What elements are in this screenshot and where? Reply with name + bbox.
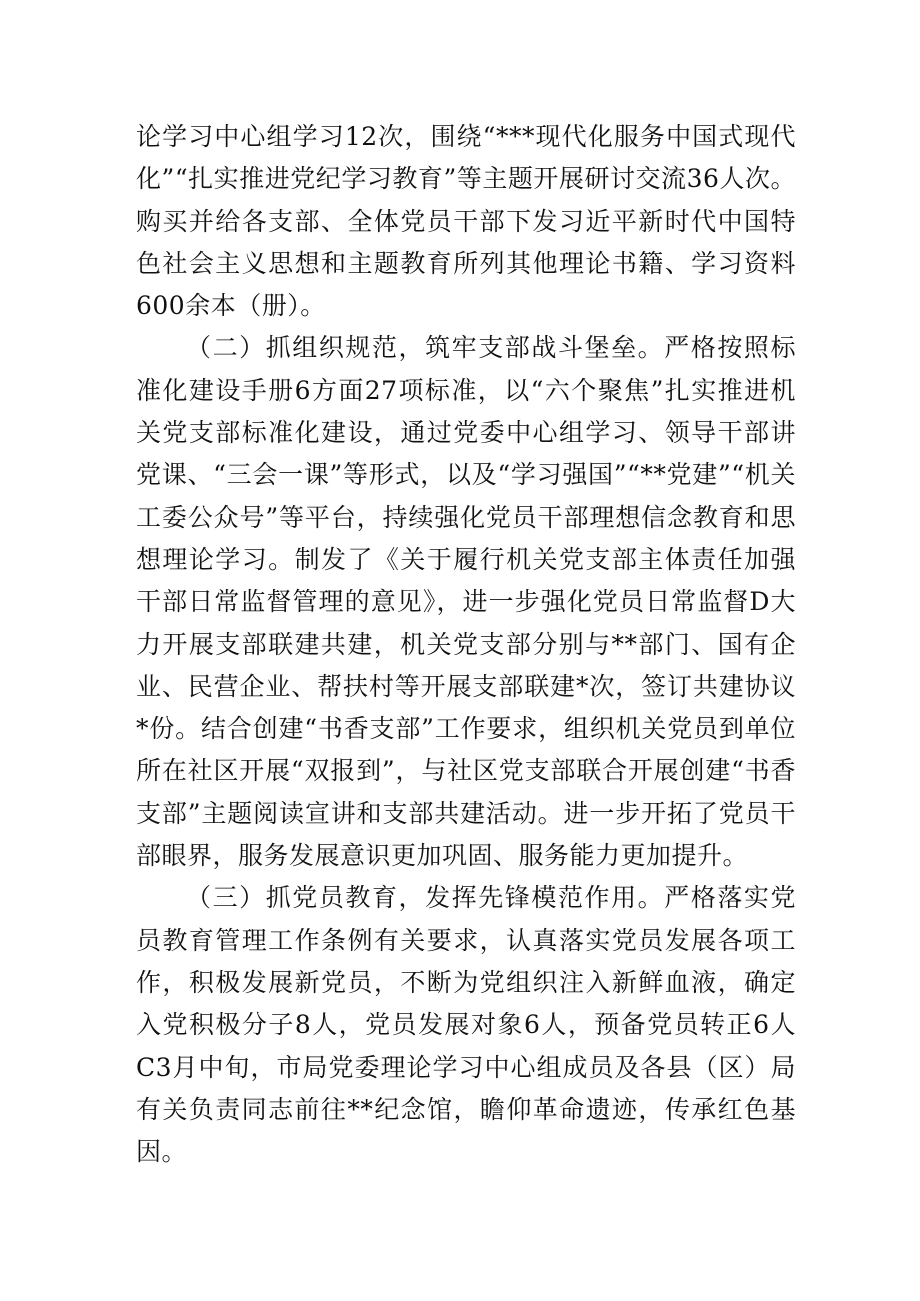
document-body — [136, 116, 796, 1173]
paragraph-section-2: （二）抓组织规范，筑牢支部战斗堡垒。严格按照标准化建设手册6方面27项标准，以“六个聚焦”扎实推进机关党支部标准化建设，通过党委中心组学习、领导干部讲党课、“三会一课”等形式，以及“学习强国”“**党建”“机关工委公众号”等平台，持续强化党员干部理想信念教育和思想理论学习。制发了《关于履行机关党支部主体责任加强干部日常监督管理的意见》，进一步强化党员日常监督D大力开展支部联建共建，机关党支部分别与**部门、国有企业、民营企业、帮扶村等开展支部联建*次，签订共建协议*份。结合创建“书香支部”工作要求，组织机关党员到单位所在社区开展“双报到”，与社区党支部联合开展创建“书香支部”主题阅读宣讲和支部共建活动。进一步开拓了党员干部眼界，服务发展意识更加巩固、服务能力更加提升。 — [136, 333, 796, 871]
paragraph-continuation: 论学习中心组学习12次，围绕“***现代化服务中国式现代化”“扎实推进党纪学习教育”等主题开展研讨交流36人次。购买并给各支部、全体党员干部下发习近平新时代中国特色社会主义思想和主题教育所列其他理论书籍、学习资料600余本（册）。 — [136, 122, 796, 321]
paragraph-section-3: （三）抓党员教育，发挥先锋模范作用。严格落实党员教育管理工作条例有关要求，认真落实党员发展各项工作，积极发展新党员，不断为党组织注入新鲜血液，确定入党积极分子8人，党员发展对象6人，预备党员转正6人C3月中旬，市局党委理论学习中心组成员及各县（区）局有关负责同志前往**纪念馆，瞻仰革命遗迹，传承红色基因。 — [136, 883, 796, 1167]
